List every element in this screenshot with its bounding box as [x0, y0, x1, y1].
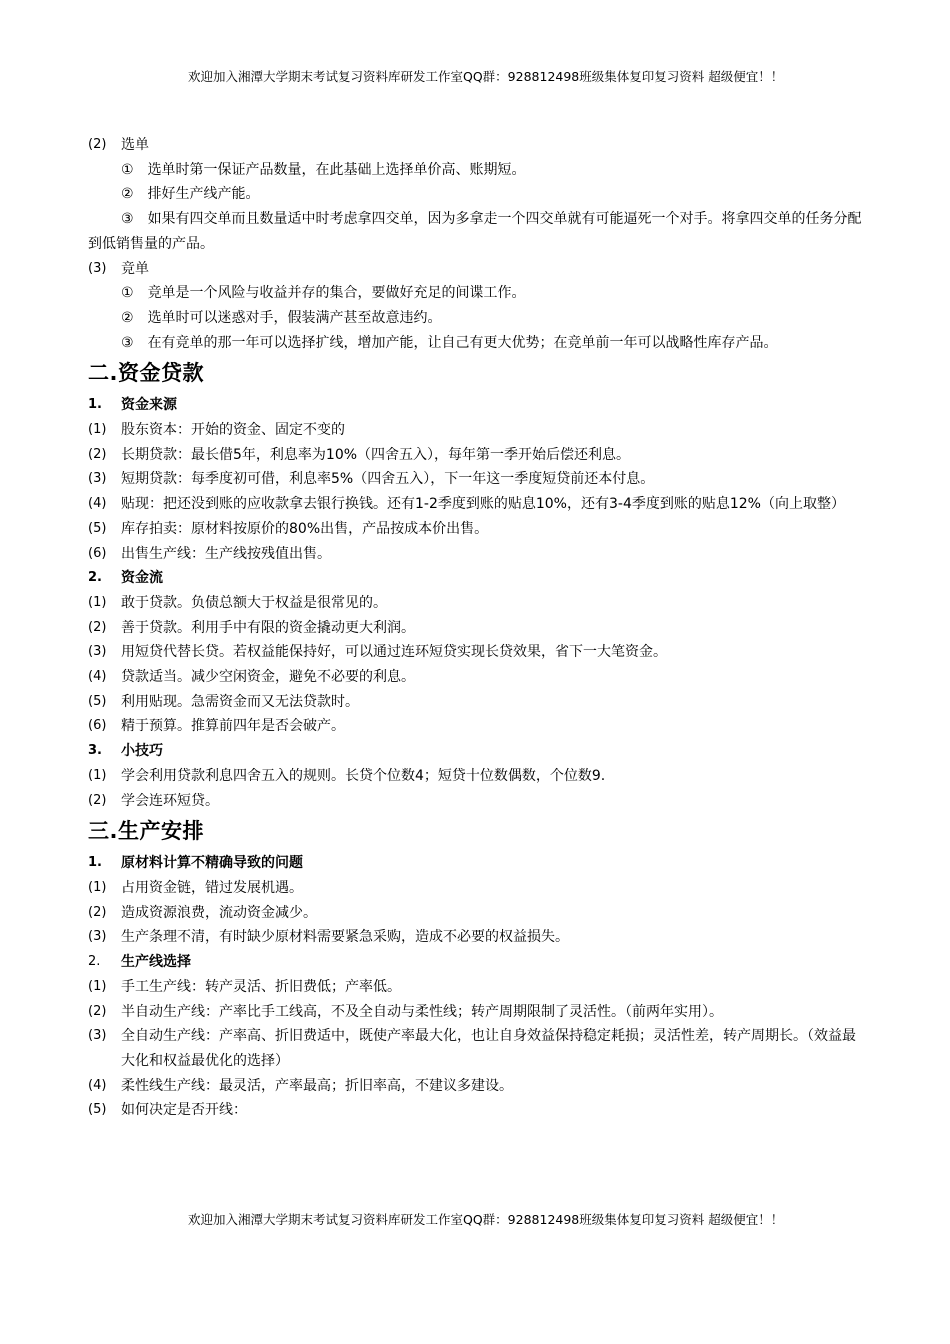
item-text: 敢于贷款。负债总额大于权益是很常见的。 — [121, 594, 387, 611]
page-footer: 欢迎加入湘潭大学期末考试复习资料库研发工作室QQ群：928812498班级集体复印复习资料 超级便宜！！ — [188, 1212, 784, 1227]
subsection-heading — [88, 851, 866, 876]
sub-item-text: 如果有四交单而且数量适中时考虑拿四交单，因为多拿走一个四交单就有可能逼死一个对手。将拿四交单的任务分配到低销售量的产品。 — [88, 211, 862, 252]
list-item-xuandan — [88, 133, 866, 158]
sub-item — [88, 158, 866, 183]
item-number: (1) — [88, 422, 107, 438]
item-number: (4) — [88, 669, 107, 685]
list-item — [88, 925, 866, 950]
subsection-heading — [88, 393, 866, 418]
circle-number: ③ — [121, 211, 134, 228]
item-number: (3) — [88, 471, 107, 487]
list-item — [88, 714, 866, 739]
sub-item — [88, 207, 866, 256]
subsection-title: 原材料计算不精确导致的问题 — [121, 855, 303, 872]
item-text: 用短贷代替长贷。若权益能保持好，可以通过连环短贷实现长贷效果，省下一大笔资金。 — [121, 644, 667, 661]
list-item — [88, 1024, 866, 1073]
circle-number: ① — [121, 161, 134, 178]
subsection-title: 小技巧 — [121, 743, 163, 760]
sub-item-text: 排好生产线产能。 — [147, 186, 260, 203]
item-text: 利用贴现。急需资金而又无法贷款时。 — [121, 693, 359, 710]
item-number: (6) — [88, 545, 107, 561]
item-number: (6) — [88, 718, 107, 734]
item-text: 占用资金链，错过发展机遇。 — [121, 879, 303, 896]
list-item — [88, 443, 866, 468]
list-item-jingdan — [88, 257, 866, 282]
circle-number: ② — [121, 186, 134, 203]
subsection-number: 2. — [88, 954, 101, 970]
item-number: (2) — [88, 446, 107, 462]
list-item — [88, 517, 866, 542]
item-number: (4) — [88, 1077, 107, 1093]
section-heading-funding: 二.资金贷款 — [88, 361, 204, 386]
item-number: (5) — [88, 520, 107, 536]
item-text: 学会连环短贷。 — [121, 792, 219, 809]
sub-item — [88, 306, 866, 331]
subsection-title: 生产线选择 — [121, 954, 191, 971]
sub-item-text: 选单时第一保证产品数量，在此基础上选择单价高、账期短。 — [147, 161, 526, 178]
item-number: (2) — [88, 904, 107, 920]
item-text: 贷款适当。减少空闲资金，避免不必要的利息。 — [121, 669, 415, 686]
item-text: 手工生产线：转产灵活、折旧费低；产率低。 — [121, 978, 401, 995]
item-text: 短期贷款：每季度初可借，利息率5%（四舍五入），下一年这一季度短贷前还本付息。 — [121, 471, 655, 488]
subsection-number: 1. — [88, 855, 102, 871]
item-number: (2) — [88, 619, 107, 635]
list-item — [88, 876, 866, 901]
list-item — [88, 789, 866, 814]
item-text: 长期贷款：最长借5年，利息率为10%（四舍五入），每年第一季开始后偿还利息。 — [121, 446, 631, 463]
section-heading-production: 三.生产安排 — [88, 819, 204, 844]
item-text: 善于贷款。利用手中有限的资金撬动更大利润。 — [121, 619, 415, 636]
sub-item — [88, 331, 866, 356]
list-item — [88, 542, 866, 567]
item-number: (3) — [88, 929, 107, 945]
item-number: (1) — [88, 879, 107, 895]
item-text: 半自动生产线：产率比手工线高，不及全自动与柔性线；转产周期限制了灵活性。（前两年实用）。 — [121, 1003, 723, 1020]
document-body — [88, 133, 866, 1123]
item-text: 生产条理不清，有时缺少原材料需要紧急采购，造成不必要的权益损失。 — [121, 929, 569, 946]
item-number: (1) — [88, 594, 107, 610]
item-text: 贴现：把还没到账的应收款拿去银行换钱。还有1-2季度到账的贴息10%，还有3-4季度到账的贴息12%（向上取整） — [121, 496, 845, 513]
subsection-title: 资金流 — [121, 570, 163, 587]
item-number: (3) — [88, 644, 107, 660]
item-text: 出售生产线：生产线按残值出售。 — [121, 545, 331, 562]
list-item — [88, 690, 866, 715]
list-item — [88, 1098, 866, 1123]
item-number: (3) — [88, 1028, 107, 1044]
item-number: (4) — [88, 496, 107, 512]
item-text: 如何决定是否开线： — [121, 1102, 247, 1119]
sub-item-text: 在有竞单的那一年可以选择扩线，增加产能，让自己有更大优势；在竞单前一年可以战略性库存产品。 — [147, 334, 778, 351]
item-text: 造成资源浪费，流动资金减少。 — [121, 904, 317, 921]
page-header: 欢迎加入湘潭大学期末考试复习资料库研发工作室QQ群：928812498班级集体复印复习资料 超级便宜！！ — [188, 69, 784, 84]
item-number: (2) — [88, 1003, 107, 1019]
item-number: (3) — [88, 260, 107, 276]
list-item — [88, 418, 866, 443]
item-number: (1) — [88, 767, 107, 783]
subsection-number: 1. — [88, 397, 102, 413]
item-number: (1) — [88, 978, 107, 994]
item-text: 全自动生产线：产率高、折旧费适中，既使产率最大化，也让自身效益保持稳定耗损；灵活性差，转产周期长。（效益最大化和权益最优化的选择） — [121, 1028, 856, 1069]
list-item — [88, 467, 866, 492]
list-item — [88, 764, 866, 789]
list-item — [88, 1000, 866, 1025]
item-text: 库存拍卖：原材料按原价的80%出售，产品按成本价出售。 — [121, 520, 489, 537]
sub-item-text: 选单时可以迷惑对手，假装满产甚至故意违约。 — [147, 309, 442, 326]
item-title: 选单 — [121, 137, 149, 153]
sub-item — [88, 281, 866, 306]
list-item — [88, 591, 866, 616]
list-item — [88, 1074, 866, 1099]
subsection-number: 2. — [88, 570, 102, 586]
item-number: (5) — [88, 1102, 107, 1118]
item-title: 竞单 — [121, 260, 149, 277]
sub-item — [88, 182, 866, 207]
subsection-heading — [88, 950, 866, 975]
list-item — [88, 616, 866, 641]
item-text: 学会利用贷款利息四舍五入的规则。长贷个位数4；短贷十位数偶数，个位数9. — [121, 767, 606, 784]
item-text: 柔性线生产线：最灵活，产率最高；折旧率高，不建议多建设。 — [121, 1077, 513, 1094]
subsection-title: 资金来源 — [121, 397, 177, 414]
list-item — [88, 640, 866, 665]
subsection-number: 3. — [88, 743, 102, 759]
circle-number: ③ — [121, 334, 134, 351]
item-number: (5) — [88, 693, 107, 709]
sub-item-text: 竞单是一个风险与收益并存的集合，要做好充足的间谍工作。 — [147, 285, 526, 302]
list-item — [88, 901, 866, 926]
list-item — [88, 665, 866, 690]
subsection-heading — [88, 566, 866, 591]
item-number: (2) — [88, 137, 107, 152]
list-item — [88, 975, 866, 1000]
list-item — [88, 492, 866, 517]
subsection-heading — [88, 739, 866, 764]
circle-number: ① — [121, 285, 134, 302]
circle-number: ② — [121, 309, 134, 326]
item-number: (2) — [88, 792, 107, 808]
item-text: 精于预算。推算前四年是否会破产。 — [121, 718, 345, 735]
item-text: 股东资本：开始的资金、固定不变的 — [121, 422, 345, 439]
